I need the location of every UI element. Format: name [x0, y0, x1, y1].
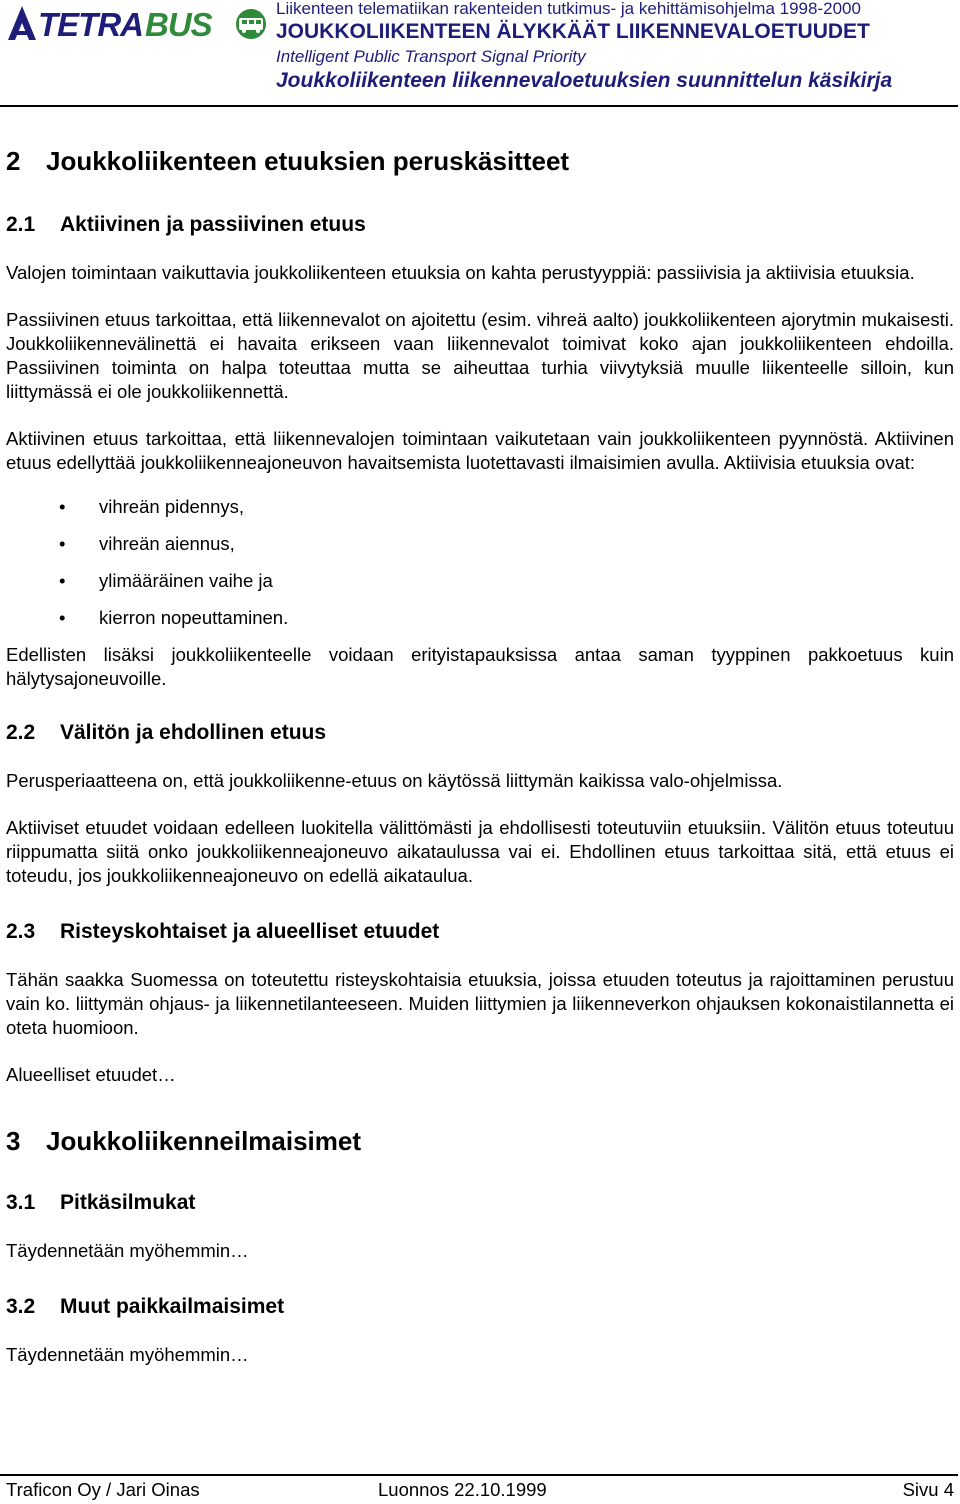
paragraph: Aktiiviset etuudet voidaan edelleen luokitella välittömästi ja ehdollisesti toteutuviin etuuksiin. Välitön etuus toteutuu riippumatta siitä onko joukkoliikenneajoneuvo aikataulussa vai ei. Ehdollinen etuus tarkoittaa sitä, että etuus ei toteudu, jos joukkoliikenneajoneuvo on edellä aikataulua. [6, 817, 954, 886]
subsection-title: Aktiivinen ja passiivinen etuus [60, 213, 366, 236]
section-number: 3 [6, 1126, 21, 1156]
subsection-heading-2-1 [6, 211, 954, 239]
bullet-icon: • [59, 496, 66, 517]
subsection-heading-2-3 [6, 918, 954, 946]
list-item-text: ylimääräinen vaihe ja [99, 570, 273, 591]
project-title-english: Intelligent Public Transport Signal Priority [276, 47, 586, 66]
subsection-heading-3-2 [6, 1293, 954, 1321]
list-item [6, 495, 954, 519]
section-title: Joukkoliikenteen etuuksien peruskäsitteet [46, 146, 570, 176]
section-number: 2 [6, 146, 21, 176]
list-item-text: vihreän aiennus, [99, 533, 235, 554]
list-item-text: kierron nopeuttaminen. [99, 607, 289, 628]
bullet-list [6, 495, 954, 630]
subsection-heading-3-1 [6, 1189, 954, 1217]
subsection-number: 3.1 [6, 1191, 36, 1214]
subsection-number: 2.1 [6, 213, 36, 236]
subsection-title: Pitkäsilmukat [60, 1191, 196, 1214]
paragraph: Tähän saakka Suomessa on toteutettu risteyskohtaisia etuuksia, joissa etuuden toteutus ja rajoittaminen perustuu vain ko. liittymän ohjaus- ja liikennetilanteeseen. Muiden liittymien ja liikenneverkon ohjauksen kokonaistilannetta ei oteta huomioon. [6, 969, 954, 1038]
page-header [0, 0, 960, 100]
tetra-bus-logo [6, 3, 268, 43]
document-body [6, 143, 954, 1367]
list-item [6, 569, 954, 593]
program-title: Liikenteen telematiikan rakenteiden tutkimus- ja kehittämisohjelma 1998-2000 [276, 0, 861, 18]
project-title: JOUKKOLIIKENTEEN ÄLYKKÄÄT LIIKENNEVALOETUUDET [276, 20, 870, 43]
header-divider [0, 105, 958, 107]
section-heading-3 [6, 1123, 954, 1159]
footer-author: Traficon Oy / Jari Oinas [6, 1479, 200, 1500]
document-title: Joukkoliikenteen liikennevaloetuuksien suunnittelun käsikirja [276, 69, 893, 92]
paragraph: Täydennetään myöhemmin… [6, 1240, 249, 1261]
paragraph: Perusperiaatteena on, että joukkoliikenne-etuus on käytössä liittymän kaikissa valo-ohjelmissa. [6, 770, 783, 791]
paragraph: Valojen toimintaan vaikuttavia joukkoliikenteen etuuksia on kahta perustyyppiä: passiivisia ja aktiivisia etuuksia. [6, 262, 915, 283]
subsection-title: Muut paikkailmaisimet [60, 1295, 285, 1318]
svg-text:BUS: BUS [145, 6, 212, 43]
paragraph: Passiivinen etuus tarkoittaa, että liikennevalot on ajoitettu (esim. vihreä aalto) joukkoliikenteen ajorytmin mukaisesti. Joukkoliikennevälinettä ei havaita erikseen vaan liikennevalot toimivat koko ajan joukkoliikenteen ehdoilla. Passiivinen toiminta on halpa toteuttaa mutta se aiheuttaa turhia viivytyksiä muulle liikenteelle silloin, kun liittymässä ei ole joukkoliikennettä. [6, 309, 954, 402]
bullet-icon: • [59, 533, 66, 554]
bullet-icon: • [59, 607, 66, 628]
paragraph: Aktiivinen etuus tarkoittaa, että liikennevalojen toimintaan vaikutetaan vain joukkoliikenteen pyynnöstä. Aktiivinen etuus edellyttää joukkoliikenneajoneuvon havaitsemista luotettavasti ilmaisimien avulla. Aktiivisia etuuksia ovat: [6, 428, 954, 473]
subsection-number: 2.2 [6, 721, 36, 744]
svg-text:TETRA: TETRA [38, 6, 143, 43]
subsection-number: 2.3 [6, 920, 36, 943]
section-title: Joukkoliikenneilmaisimet [46, 1126, 362, 1156]
bullet-icon: • [59, 570, 66, 591]
footer-page-number: Sivu 4 [902, 1479, 954, 1500]
paragraph: Edellisten lisäksi joukkoliikenteelle voidaan erityistapauksissa antaa saman tyyppinen pakkoetuus kuin hälytysajoneuvoille. [6, 644, 954, 689]
subsection-title: Välitön ja ehdollinen etuus [60, 721, 327, 744]
subsection-title: Risteyskohtaiset ja alueelliset etuudet [60, 920, 440, 943]
footer-divider [0, 1474, 958, 1476]
footer-draft-date: Luonnos 22.10.1999 [378, 1479, 547, 1500]
section-heading-2 [6, 143, 954, 179]
list-item [6, 532, 954, 556]
list-item [6, 606, 954, 630]
list-item-text: vihreän pidennys, [99, 496, 245, 517]
paragraph: Alueelliset etuudet… [6, 1064, 176, 1085]
tetra-bus-logo-graphic [6, 3, 268, 43]
subsection-number: 3.2 [6, 1295, 36, 1318]
subsection-heading-2-2 [6, 719, 954, 747]
paragraph: Täydennetään myöhemmin… [6, 1344, 249, 1365]
